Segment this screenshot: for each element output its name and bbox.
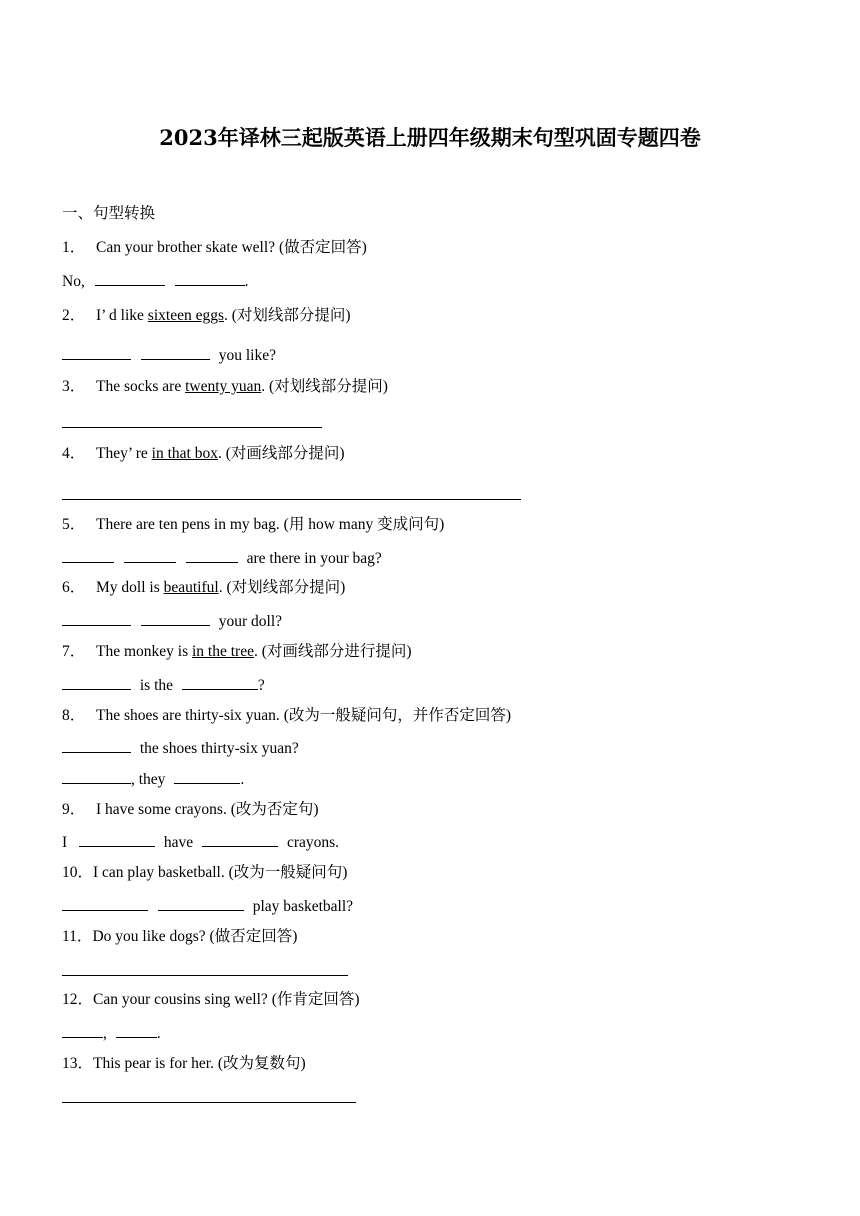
answer-blank[interactable] [175, 271, 245, 286]
answer-blank[interactable] [95, 271, 165, 286]
answer-text: ? [257, 677, 265, 694]
underlined-part: twenty yuan [185, 378, 262, 395]
underlined-part: in that box [151, 445, 218, 462]
question-number: 13． [62, 1055, 94, 1072]
question-instruction: (改为一般疑问句) [228, 864, 348, 881]
question-number: 10． [62, 864, 94, 881]
question-text: There are ten pens in my bag. [96, 516, 284, 533]
answer-line-8b [62, 769, 244, 790]
question-7 [62, 642, 412, 662]
question-number: 2． [62, 307, 86, 324]
answer-text: is the [139, 677, 174, 694]
answer-text: . [156, 1025, 161, 1042]
question-number: 9． [62, 801, 86, 818]
question-text: My doll is [96, 579, 164, 596]
question-instruction: (对画线部分进行提问) [261, 643, 412, 660]
question-number: 4． [62, 445, 86, 462]
answer-text: are there in your bag? [246, 550, 382, 567]
answer-blank[interactable] [174, 769, 240, 784]
question-8 [62, 706, 511, 726]
answer-blank[interactable] [141, 345, 210, 360]
question-text: Do you like dogs? [92, 928, 210, 945]
question-6 [62, 578, 345, 598]
question-instruction: (对划线部分提问) [226, 579, 346, 596]
answer-line-12 [62, 1023, 161, 1044]
answer-blank[interactable] [62, 611, 131, 626]
question-number: 1． [62, 239, 86, 256]
answer-line-1 [62, 271, 248, 292]
question-text: I’ d like [96, 307, 148, 324]
question-number: 7． [62, 643, 86, 660]
answer-blank[interactable] [141, 611, 210, 626]
answer-blank[interactable] [79, 832, 155, 847]
answer-line-3[interactable] [62, 427, 322, 428]
answer-text: . [240, 771, 245, 788]
question-13 [62, 1054, 306, 1074]
question-number: 6． [62, 579, 86, 596]
question-instruction: (对划线部分提问) [231, 307, 351, 324]
answer-blank[interactable] [62, 769, 131, 784]
question-text: Can your brother skate well? [96, 239, 279, 256]
section-heading: 一、句型转换 [62, 205, 156, 222]
question-12 [62, 990, 360, 1010]
answer-line-6 [62, 611, 282, 632]
answer-line-8a [62, 738, 299, 759]
answer-text: have [163, 834, 194, 851]
answer-blank[interactable] [116, 1023, 157, 1038]
question-text: This pear is for her. [93, 1055, 218, 1072]
answer-line-11[interactable] [62, 975, 348, 976]
question-number: 11． [62, 928, 93, 945]
question-text: . [253, 643, 262, 660]
question-text: The shoes are thirty-six yuan. [96, 707, 284, 724]
question-10 [62, 863, 347, 883]
question-text: . [217, 445, 226, 462]
question-2 [62, 306, 351, 326]
answer-blank[interactable] [62, 738, 131, 753]
answer-blank[interactable] [158, 896, 244, 911]
answer-text: you like? [218, 347, 276, 364]
question-9 [62, 800, 319, 820]
question-instruction: (作肯定回答) [271, 991, 360, 1008]
question-3 [62, 377, 388, 397]
answer-text: the shoes thirty-six yuan? [139, 740, 299, 757]
answer-text: I [62, 834, 68, 851]
question-instruction: (做否定回答) [209, 928, 298, 945]
question-number: 12． [62, 991, 94, 1008]
question-text: . [224, 307, 232, 324]
answer-text: No, [62, 273, 85, 290]
question-text: They’ re [96, 445, 152, 462]
answer-blank[interactable] [202, 832, 278, 847]
underlined-part: in the tree [192, 643, 254, 660]
question-instruction: (改为复数句) [217, 1055, 306, 1072]
answer-line-9 [62, 832, 339, 853]
question-number: 5． [62, 516, 86, 533]
question-instruction: (改为否定句) [230, 801, 319, 818]
answer-line-13[interactable] [62, 1102, 356, 1103]
question-text: Can your cousins sing well? [93, 991, 272, 1008]
answer-line-5 [62, 548, 382, 569]
question-instruction: (对划线部分提问) [269, 378, 388, 395]
question-text: I have some crayons. [96, 801, 231, 818]
question-instruction: (对画线部分提问) [225, 445, 345, 462]
answer-blank[interactable] [182, 675, 258, 690]
question-text: The monkey is [96, 643, 192, 660]
answer-blank[interactable] [124, 548, 176, 563]
answer-text: . [244, 273, 249, 290]
question-11 [62, 927, 297, 947]
answer-blank[interactable] [62, 345, 131, 360]
question-number: 8． [62, 707, 86, 724]
answer-text: play basketball? [252, 898, 354, 915]
answer-blank[interactable] [186, 548, 238, 563]
underlined-part: sixteen eggs [147, 307, 224, 324]
question-text: . [261, 378, 270, 395]
answer-blank[interactable] [62, 548, 114, 563]
question-5 [62, 515, 444, 535]
question-instruction: (改为一般疑问句，并作否定回答) [283, 707, 512, 724]
answer-text: crayons. [286, 834, 340, 851]
answer-text: your doll? [218, 613, 283, 630]
question-text: I can play basketball. [93, 864, 229, 881]
question-text: The socks are [96, 378, 186, 395]
answer-line-2 [62, 345, 276, 366]
question-number: 3． [62, 378, 86, 395]
answer-text: , [103, 1025, 107, 1042]
answer-line-4[interactable] [62, 499, 521, 500]
answer-line-10 [62, 896, 353, 917]
question-4 [62, 444, 345, 464]
page-title: 2023年译林三起版英语上册四年级期末句型巩固专题四卷 [159, 125, 701, 150]
question-instruction: (用 how many 变成问句) [283, 516, 445, 533]
answer-blank[interactable] [62, 1023, 103, 1038]
answer-line-7 [62, 675, 265, 696]
underlined-part: beautiful [163, 579, 219, 596]
answer-blank[interactable] [62, 896, 148, 911]
answer-text: , they [131, 771, 166, 788]
question-text: . [218, 579, 227, 596]
question-instruction: (做否定回答) [278, 239, 367, 256]
question-1 [62, 238, 367, 258]
answer-blank[interactable] [62, 675, 131, 690]
